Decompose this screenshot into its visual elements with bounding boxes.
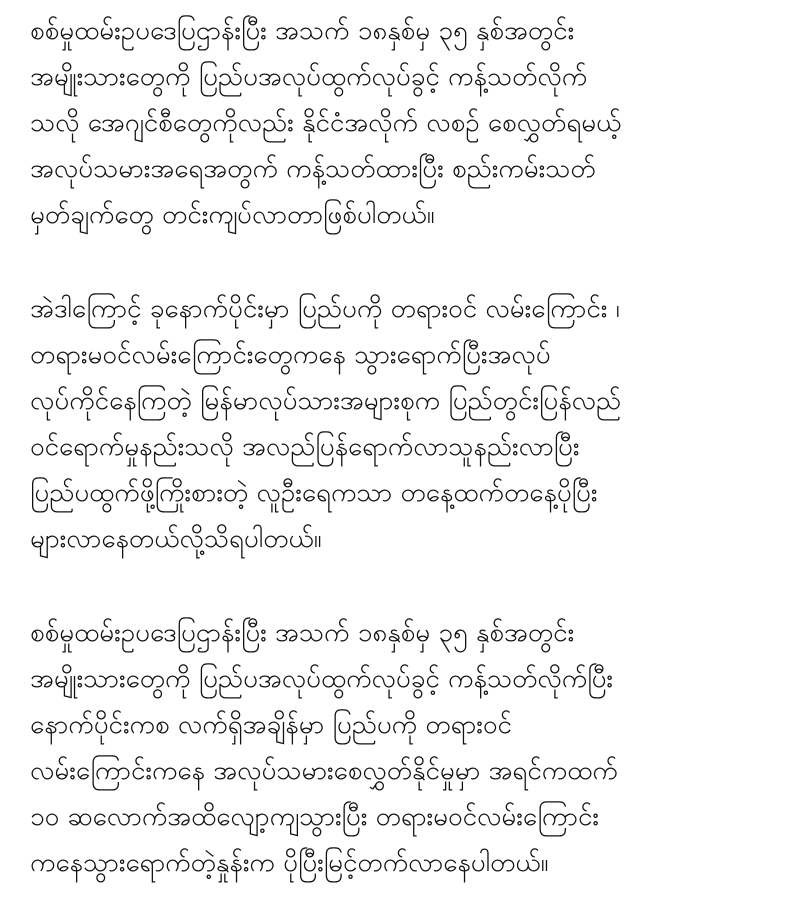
text-line: ဝင်ရောက်မှုနည်းသလို အလည်ပြန်ရောက်လာသူနည်းလာပြီး bbox=[30, 432, 580, 462]
text-line: မှတ်ချက်တွေ တင်းကျပ်လာတာဖြစ်ပါတယ်။ bbox=[30, 200, 435, 230]
text-line: ၁၀ ဆလောက်အထိလျော့ကျသွားပြီး တရားမဝင်လမ်းကြောင်း bbox=[30, 802, 600, 832]
paragraph-1 bbox=[30, 8, 790, 238]
text-line: အမျိုးသားတွေကို ပြည်ပအလုပ်ထွက်လုပ်ခွင့် ကန့်သတ်လိုက် bbox=[30, 62, 588, 92]
text-line: လုပ်ကိုင်နေကြတဲ့ မြန်မာလုပ်သားအများစုက ပြည်တွင်းပြန်လည် bbox=[30, 386, 622, 416]
text-line: များလာနေတယ်လို့သိရပါတယ်။ bbox=[30, 524, 322, 554]
paragraph-spacer bbox=[30, 562, 790, 610]
text-line: အမျိုးသားတွေကို ပြည်ပအလုပ်ထွက်လုပ်ခွင့် ကန့်သတ်လိုက်ပြီး bbox=[30, 664, 614, 694]
text-line: အဲဒါကြောင့် ခုနောက်ပိုင်းမှာ ပြည်ပကို တရားဝင် လမ်းကြောင်း ၊ bbox=[30, 294, 620, 324]
text-line: စစ်မှုထမ်းဥပဒေပြဌာန်းပြီး အသက် ၁၈နှစ်မှ ၃၅ နှစ်အတွင်း bbox=[30, 618, 575, 648]
text-line: သလို အေဂျင်စီတွေကိုလည်း နိုင်ငံအလိုက် လစဥ် စေလွှတ်ရမယ့် bbox=[30, 108, 622, 138]
text-line: ပြည်ပထွက်ဖို့ကြိုးစားတဲ့ လူဦးရေကသာ တနေ့ထက်တနေ့ပိုပြီး bbox=[30, 478, 598, 508]
text-line: အလုပ်သမားအရေအတွက် ကန့်သတ်ထားပြီး စည်းကမ်းသတ် bbox=[30, 154, 596, 184]
text-line: လမ်းကြောင်းကနေ အလုပ်သမားစေလွှတ်နိုင်မှုမှာ အရင်ကထက် bbox=[30, 756, 618, 786]
text-line: တရားမဝင်လမ်းကြောင်းတွေကနေ သွားရောက်ပြီးအလုပ် bbox=[30, 340, 551, 370]
text-line: နောက်ပိုင်းကစ လက်ရှိအချိန်မှာ ပြည်ပကို တရားဝင် bbox=[30, 710, 512, 740]
article-text bbox=[30, 8, 790, 886]
paragraph-spacer bbox=[30, 238, 790, 286]
paragraph-2 bbox=[30, 286, 790, 562]
paragraph-3 bbox=[30, 610, 790, 886]
text-line: စစ်မှုထမ်းဥပဒေပြဌာန်းပြီး အသက် ၁၈နှစ်မှ ၃၅ နှစ်အတွင်း bbox=[30, 16, 575, 46]
text-line: ကနေသွားရောက်တဲ့နှုန်းက ပိုပြီးမြင့်တက်လာနေပါတယ်။ bbox=[30, 848, 549, 878]
